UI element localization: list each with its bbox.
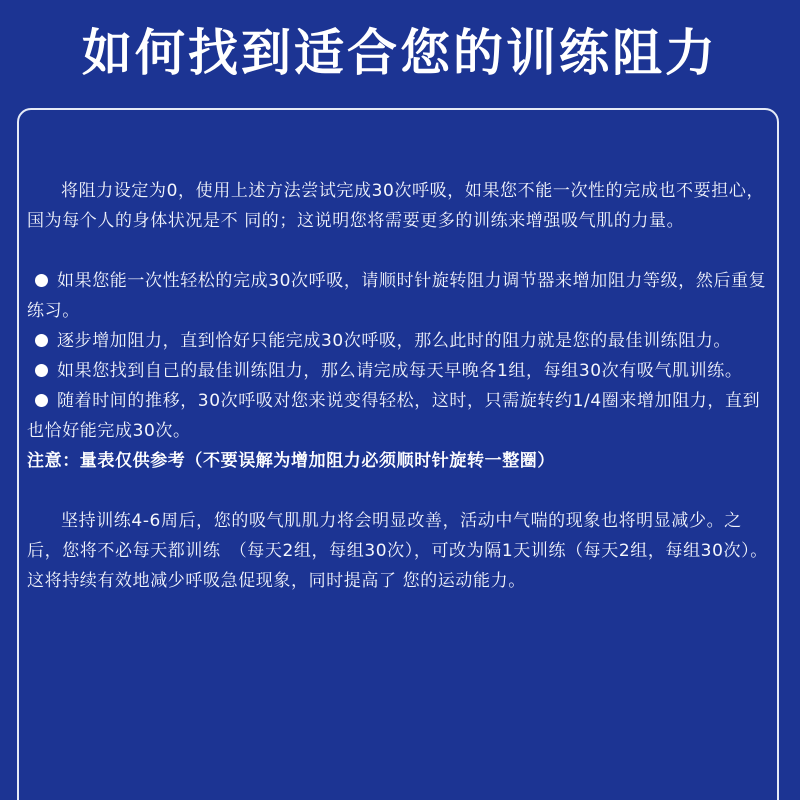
note-text: 注意：量表仅供参考（不要误解为增加阻力必须顺时针旋转一整圈） (27, 451, 555, 471)
bullet-item-3 (27, 356, 775, 386)
bullet-dot-icon (35, 394, 48, 407)
intro-paragraph: 将阻力设定为0，使用上述方法尝试完成30次呼吸，如果您不能一次性的完成也不要担心，国为每个人的身体状况是不 同的；这说明您将需要更多的训练来增强吸气肌的力量。 (27, 181, 765, 231)
bullet-item-2 (27, 326, 775, 356)
spacer (27, 236, 775, 266)
bullet-text: 随着时间的推移，30次呼吸对您来说变得轻松，这时，只需旋转约1/4圈来增加阻力，直到也恰好能完成30次。 (27, 391, 761, 441)
closing-paragraph: 坚持训练4-6周后，您的吸气肌肌力将会明显改善，活动中气喘的现象也将明显减少。之后，您将不必每天都训练 （每天2组，每组30次），可改为隔1天训练（每天2组，每组30次）。这将持续有效地减少呼吸急促现象，同时提高了 您的运动能力。 (27, 511, 768, 591)
bullet-dot-icon (35, 334, 48, 347)
spacer (27, 476, 775, 506)
bullet-dot-icon (35, 274, 48, 287)
bullet-item-1 (27, 266, 775, 326)
bullet-text: 逐步增加阻力，直到恰好只能完成30次呼吸，那么此时的阻力就是您的最佳训练阻力。 (57, 331, 732, 351)
bullet-dot-icon (35, 364, 48, 377)
page-title: 如何找到适合您的训练阻力 (82, 24, 718, 82)
content-body (27, 176, 775, 596)
bullet-text: 如果您能一次性轻松的完成30次呼吸，请顺时针旋转阻力调节器来增加阻力等级，然后重复练习。 (27, 271, 767, 321)
bullet-text: 如果您找到自己的最佳训练阻力，那么请完成每天早晚各1组，每组30次有吸气肌训练。 (57, 361, 743, 381)
bullet-item-4 (27, 386, 775, 446)
